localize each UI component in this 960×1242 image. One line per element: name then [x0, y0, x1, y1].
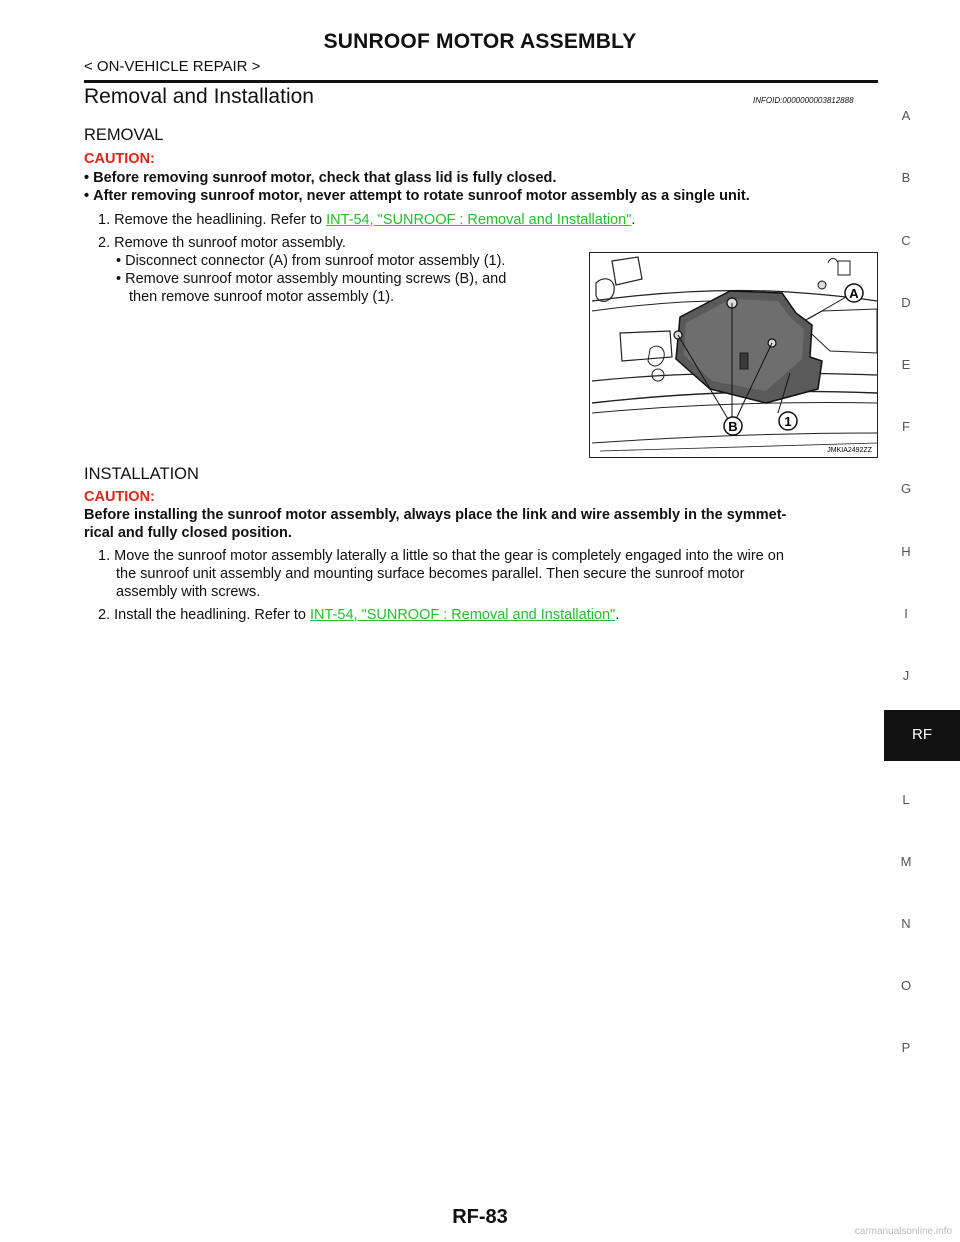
side-index-o[interactable]: O [900, 978, 912, 993]
side-index-b[interactable]: B [901, 170, 911, 185]
bullet-icon: • [116, 253, 126, 269]
side-index-d[interactable]: D [901, 295, 911, 310]
side-index-n[interactable]: N [901, 916, 911, 931]
side-index-e[interactable]: E [901, 357, 911, 372]
header-rule [84, 80, 878, 83]
installation-step-1: 1. Move the sunroof motor assembly laterally a little so that the gear is completely engaged into the wire on [98, 548, 784, 564]
installation-step-1-continued: the sunroof unit assembly and mounting surface becomes parallel. Then secure the sunroof motor [116, 566, 745, 582]
motor-assembly-illustration [590, 253, 877, 457]
installation-heading: INSTALLATION [84, 465, 199, 483]
callout-1-label: 1 [784, 414, 792, 429]
callout-b-label: B [728, 419, 738, 434]
info-id: INFOID:0000000003812888 [753, 96, 854, 105]
side-index-h[interactable]: H [901, 544, 911, 559]
side-index-j[interactable]: J [902, 668, 910, 683]
installation-caution-label: CAUTION: [84, 489, 155, 505]
figure-code: JMKIA2492ZZ [827, 447, 872, 454]
side-index-m[interactable]: M [900, 854, 912, 869]
reference-link[interactable]: INT-54, "SUNROOF : Removal and Installation" [326, 212, 632, 228]
removal-step-2: 2. Remove th sunroof motor assembly. [98, 235, 346, 251]
side-index-l[interactable]: L [902, 792, 910, 807]
side-index-p[interactable]: P [901, 1040, 911, 1055]
side-index-g[interactable]: G [900, 481, 912, 496]
removal-caution-item: • After removing sunroof motor, never attempt to rotate sunroof motor assembly as a single unit. [84, 188, 750, 204]
document-subtitle: < ON-VEHICLE REPAIR > [84, 58, 261, 75]
callout-a-label: A [849, 286, 859, 301]
side-index-i[interactable]: I [904, 606, 908, 621]
installation-step-2: 2. Install the headlining. Refer to INT-54, "SUNROOF : Removal and Installation". [98, 607, 620, 623]
bullet-icon: • [116, 271, 126, 287]
removal-step-1: 1. Remove the headlining. Refer to INT-54, "SUNROOF : Removal and Installation". [98, 212, 636, 228]
removal-step-2-bullet: • Remove sunroof motor assembly mounting screws (B), and [116, 271, 507, 287]
installation-caution-text: Before installing the sunroof motor assembly, always place the link and wire assembly in the symmet- [84, 507, 787, 523]
section-title: Removal and Installation [84, 85, 314, 108]
removal-caution-label: CAUTION: [84, 151, 155, 167]
removal-step-2-bullet-continued: then remove sunroof motor assembly (1). [129, 289, 395, 305]
side-index-active-label: RF [912, 726, 932, 743]
bullet-icon: • [84, 170, 94, 186]
reference-link[interactable]: INT-54, "SUNROOF : Removal and Installation" [310, 607, 616, 623]
installation-step-1-continued: assembly with screws. [116, 584, 261, 600]
removal-step-2-bullet: • Disconnect connector (A) from sunroof motor assembly (1). [116, 253, 506, 269]
removal-caution-item: • Before removing sunroof motor, check that glass lid is fully closed. [84, 170, 557, 186]
bullet-icon: • [84, 188, 94, 204]
document-title: SUNROOF MOTOR ASSEMBLY [323, 30, 637, 53]
removal-heading: REMOVAL [84, 126, 164, 144]
page-number: RF-83 [452, 1206, 508, 1228]
installation-caution-text: rical and fully closed position. [84, 525, 292, 541]
side-index-c[interactable]: C [901, 233, 911, 248]
motor-assembly-figure [589, 252, 878, 458]
watermark: carmanualsonline.info [854, 1226, 952, 1237]
side-index-a[interactable]: A [901, 108, 911, 123]
side-index-f[interactable]: F [902, 419, 910, 434]
